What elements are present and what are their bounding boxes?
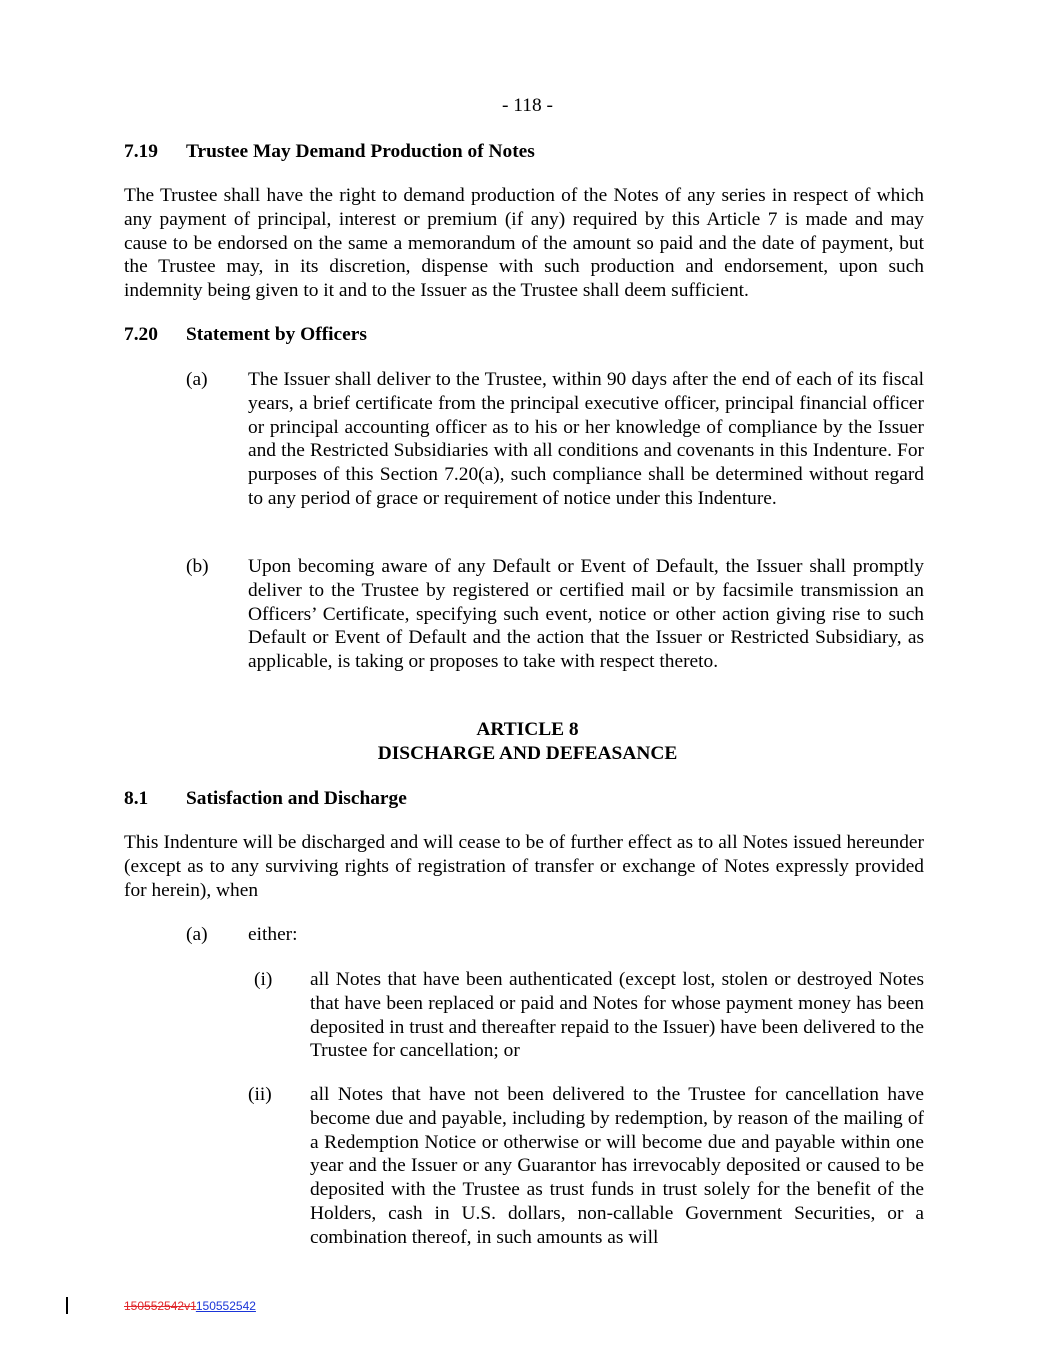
change-bar: [66, 1297, 68, 1314]
item-text: The Issuer shall deliver to the Trustee, within 90 days after the end of each of its fiscal years, a brief certificate from the principal executive officer, principal financial officer or principal accounting officer as to his or her knowledge of compliance by the Issuer and the Restricted Subsidiaries with all conditions and covenants in this Indenture. For purposes of this Section 7.20(a), such compliance shall be determined without regard to any period of grace or requirement of notice under this Indenture.: [248, 369, 924, 509]
item-text: either:: [248, 924, 298, 945]
subitem-text: all Notes that have been authenticated (except lost, stolen or destroyed Notes that have been replaced or paid and Notes for whose payment money has been deposited in trust and thereafter repaid to the Issuer) have been delivered to the Trustee for cancellation; or: [310, 969, 924, 1062]
article-heading: ARTICLE 8: [476, 719, 579, 740]
item-label: (a): [186, 924, 208, 945]
item-label: (a): [186, 369, 208, 390]
page-number: - 118 -: [502, 95, 553, 116]
subitem-text: all Notes that have not been delivered to the Trustee for cancellation have become due and payable, including by redemption, by reason of the mailing of a Redemption Notice or otherwise or will become due and payable within one year and the Issuer or any Guarantor has irrevocably deposited or caused to be deposited with the Trustee as trust funds in trust solely for the benefit of the Holders, cash in U.S. dollars, non-callable Government Securities, or a combination thereof, in such amounts as will: [310, 1084, 924, 1248]
item-label: (b): [186, 556, 209, 577]
subitem-label: (i): [254, 969, 273, 990]
inserted-document-id: 150552542: [195, 1299, 256, 1313]
section-title: Trustee May Demand Production of Notes: [186, 141, 535, 162]
section-number: 8.1: [124, 788, 149, 809]
section-7-20-heading: [124, 323, 367, 347]
document-id-footer: [124, 1299, 256, 1313]
item-text: Upon becoming aware of any Default or Event of Default, the Issuer shall promptly deliver to the Trustee by registered or certified mail or by facsimile transmission an Officers’ Certificate, specifying such event, notice or other action giving rise to such Default or Event of Default and the action that the Issuer or Restricted Subsidiary, as applicable, is taking or proposes to take with respect thereto.: [248, 556, 924, 673]
section-number: 7.20: [124, 324, 158, 345]
section-title: Statement by Officers: [186, 324, 367, 345]
section-number: 7.19: [124, 141, 158, 162]
subitem-label: (ii): [248, 1084, 272, 1105]
article-subheading: DISCHARGE AND DEFEASANCE: [377, 743, 678, 764]
section-8-1-body: This Indenture will be discharged and will cease to be of further effect as to all Notes issued hereunder (except as to any surviving rights of registration of transfer or exchange of Notes expressly provided for herein), when: [124, 832, 924, 901]
deleted-document-id: 150552542v1: [124, 1299, 196, 1313]
section-7-19-heading: [124, 140, 535, 164]
section-8-1-heading: [124, 787, 407, 811]
section-7-19-body: The Trustee shall have the right to demand production of the Notes of any series in respect of which any payment of principal, interest or premium (if any) required by this Article 7 is made and may cause to be endorsed on the same a memorandum of the amount so paid and the date of payment, but the Trustee may, in its discretion, dispense with such production and endorsement, upon such indemnity being given to it and to the Issuer as the Trustee shall deem sufficient.: [124, 185, 924, 302]
section-title: Satisfaction and Discharge: [186, 788, 407, 809]
